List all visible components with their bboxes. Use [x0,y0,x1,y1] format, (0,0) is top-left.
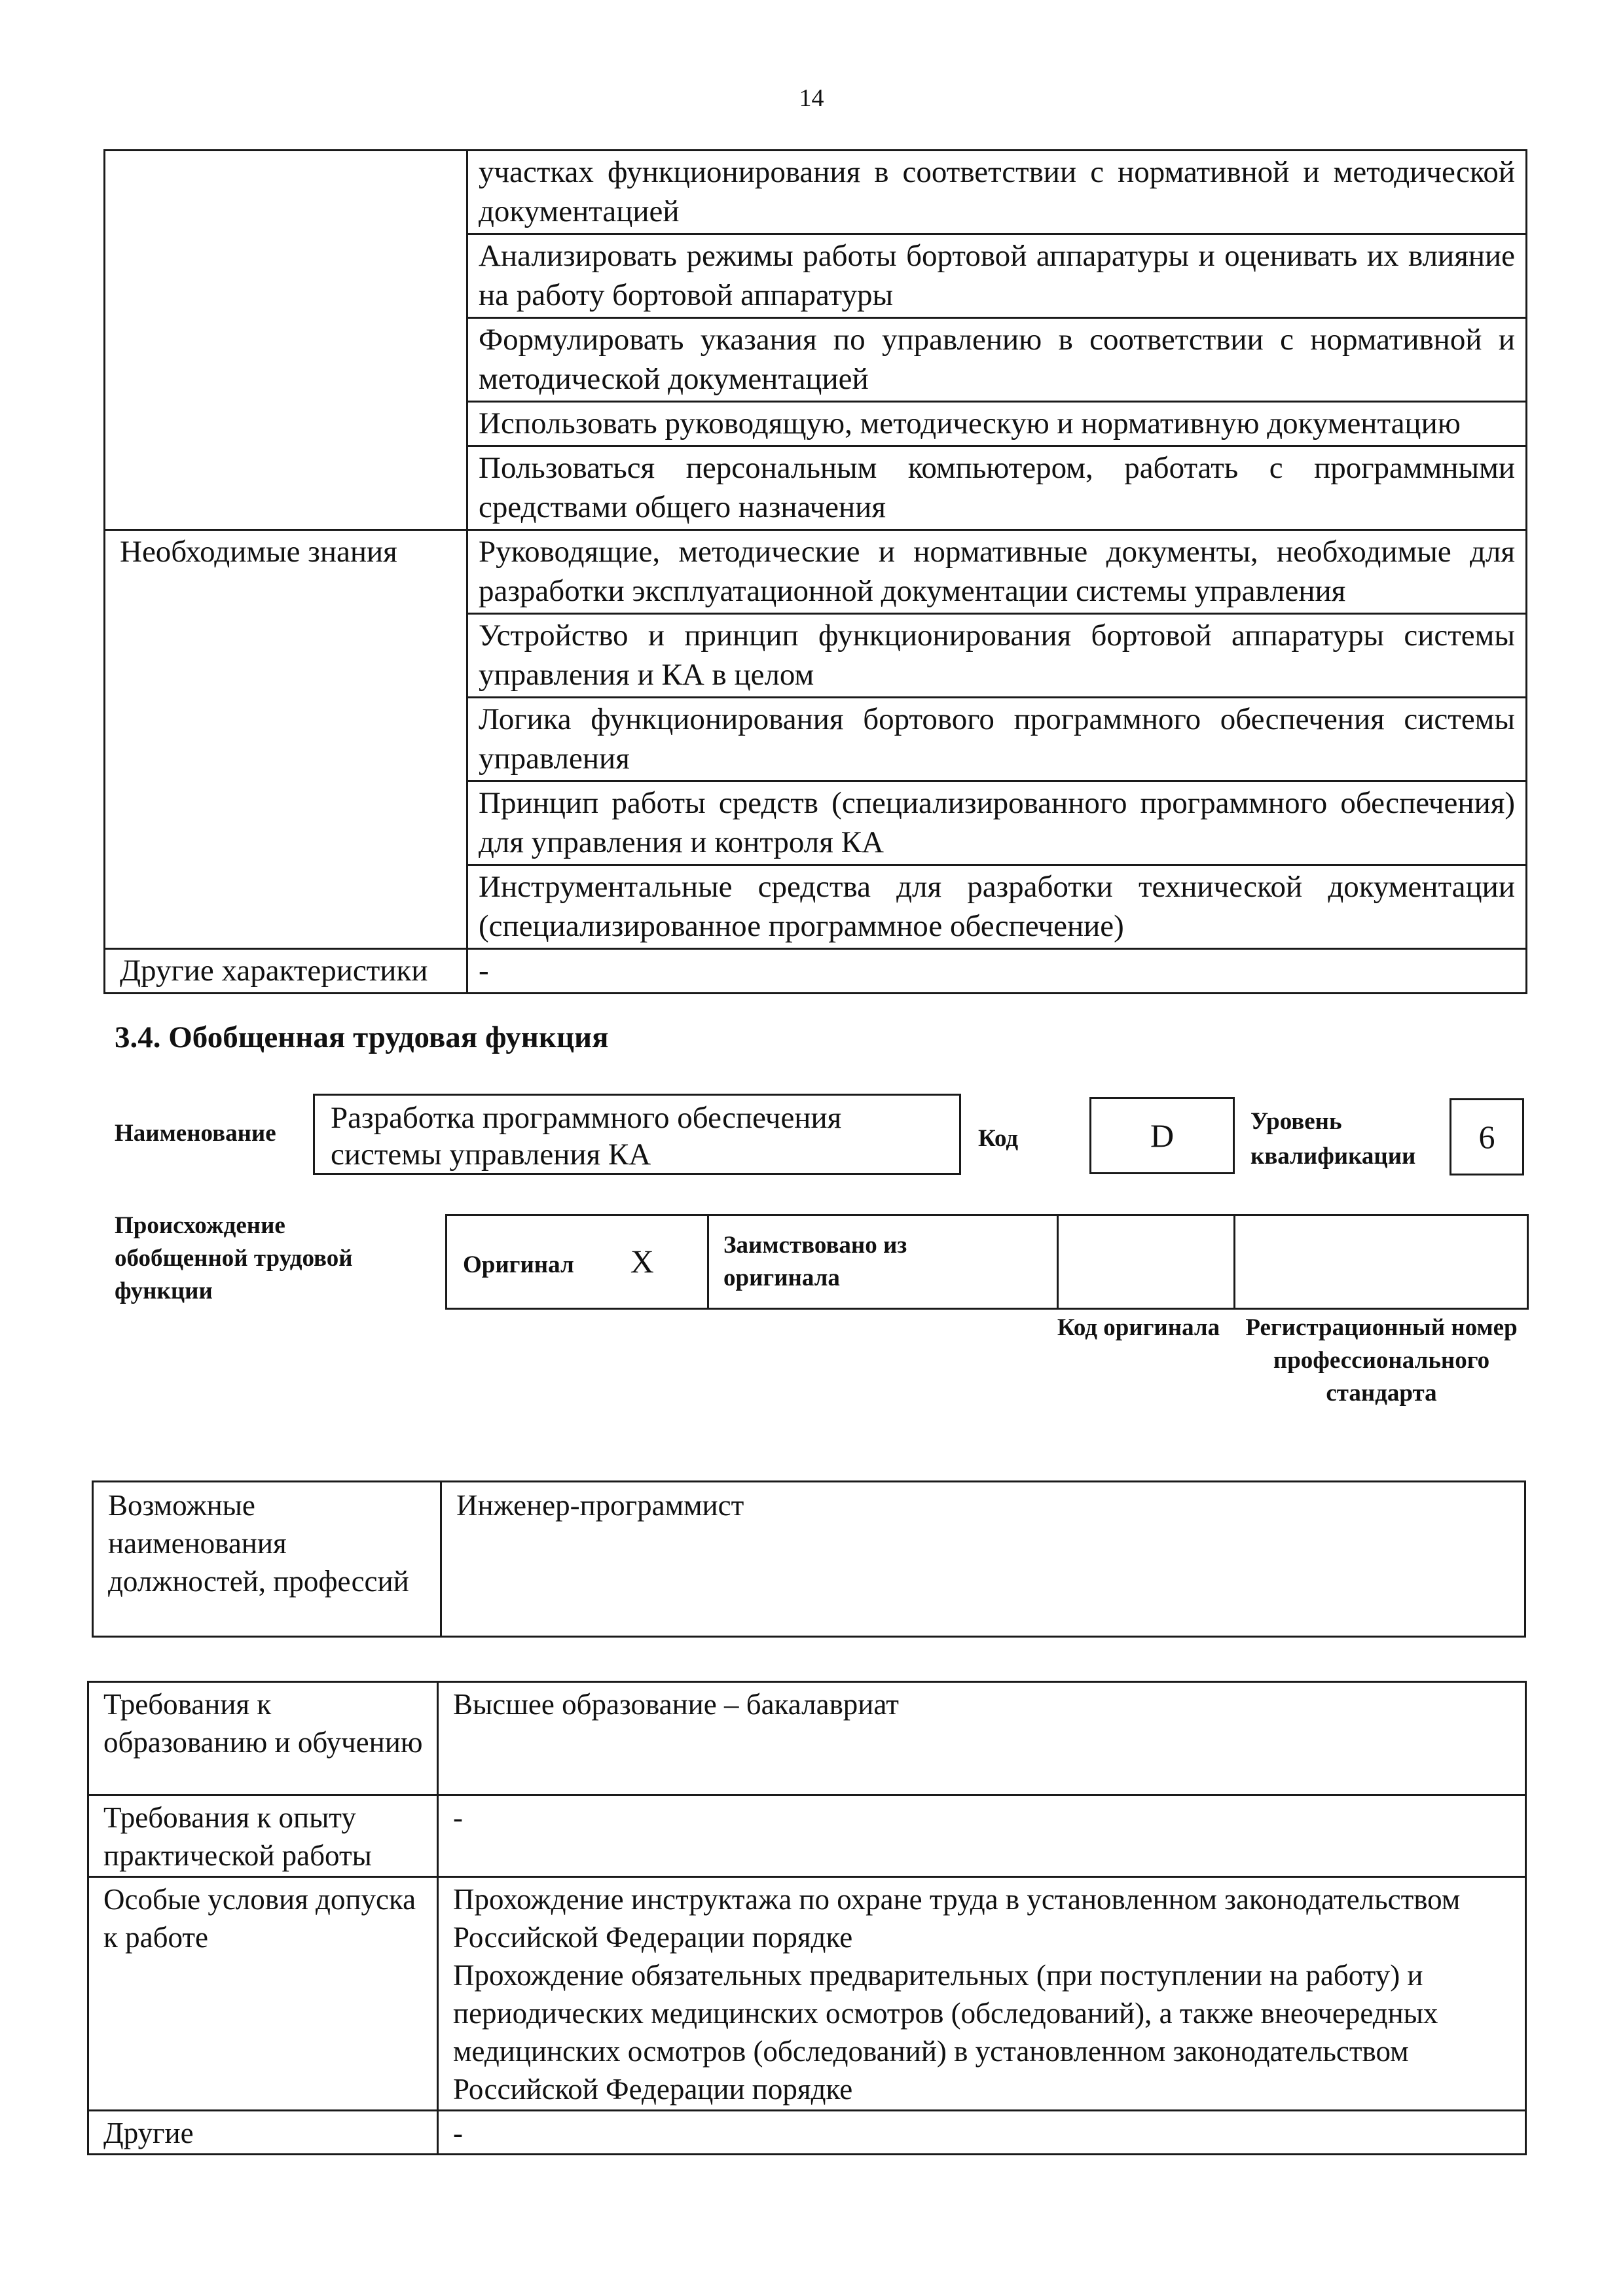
row-text: Пользоваться персональным компьютером, работать с программными средствами общего назначения [467,446,1527,530]
borrowed-cell [708,1215,1058,1309]
original-mark: X [630,1243,654,1280]
origin-label: Происхождение обобщенной трудовой функции [115,1212,353,1304]
requirement-value: - [438,1795,1526,1877]
level-label: Уровень квалификации [1250,1108,1416,1170]
row-text: Устройство и принцип функционирования бортовой аппаратуры системы управления и КА в целом [467,614,1527,698]
table-row [88,1682,1526,1795]
section-heading: 3.4. Обобщенная трудовая функция [115,1020,609,1054]
row-text: Анализировать режимы работы бортовой аппаратуры и оценивать их влияние на работу бортовой аппаратуры [467,234,1527,318]
original-label: Оригинал [463,1251,574,1278]
table-row [88,2111,1526,2155]
table-row [105,949,1527,994]
level-value-box: 6 [1450,1098,1524,1175]
row-text: Использовать руководящую, методическую и нормативную документацию [467,402,1527,446]
requirement-value: Высшее образование – бакалавриат [438,1682,1526,1795]
origin-table [445,1214,1529,1310]
row-label: Необходимые знания [105,530,467,949]
code-value-box: D [1089,1097,1235,1174]
skills-knowledge-table [103,149,1527,994]
row-text: Логика функционирования бортового программного обеспечения системы управления [467,698,1527,781]
positions-table [92,1480,1526,1638]
borrowed-label: Заимствовано из оригинала [723,1232,907,1291]
requirement-label: Требования к опыту практической работы [88,1795,438,1877]
name-label: Наименование [115,1120,276,1147]
row-text: Формулировать указания по управлению в соответствии с нормативной и методической документацией [467,318,1527,402]
function-name-box: Разработка программного обеспечения системы управления КА [313,1094,961,1175]
row-text: Инструментальные средства для разработки технической документации (специализированное программное обеспечение) [467,865,1527,949]
table-row [105,530,1527,614]
requirement-label: Требования к образованию и обучению [88,1682,438,1795]
row-label: Другие характеристики [105,949,467,994]
requirement-value: - [438,2111,1526,2155]
registration-caption: Регистрационный номер профессионального стандарта [1245,1314,1518,1407]
row-text: участках функционирования в соответствии с нормативной и методической документацией [467,151,1527,234]
table-row [88,1795,1526,1877]
row-text: - [467,949,1527,994]
original-code-cell [1058,1215,1235,1309]
requirement-value: Прохождение инструктажа по охране труда в установленном законодательством Российской Федерации порядке Прохождение обязательных предварительных (при поступлении на работу) и периодических медицинских осмотров (обследований), а также внеочередных медицинских осмотров (обследований) в установленном законодательством Российской Федерации порядке [438,1877,1526,2111]
page-number: 14 [799,84,824,112]
code-caption: Код оригинала [1057,1314,1220,1341]
row-label [105,151,467,530]
original-cell [447,1215,708,1309]
table-row [105,151,1527,234]
registration-number-cell [1235,1215,1528,1309]
positions-label: Возможные наименования должностей, профессий [93,1482,441,1637]
table-row [93,1482,1525,1637]
table-row [447,1215,1528,1309]
requirement-label: Особые условия допуска к работе [88,1877,438,2111]
requirement-label: Другие [88,2111,438,2155]
row-text: Принцип работы средств (специализированного программного обеспечения) для управления и контроля КА [467,781,1527,865]
requirements-table [87,1681,1527,2155]
code-label: Код [978,1125,1019,1152]
row-text: Руководящие, методические и нормативные документы, необходимые для разработки эксплуатационной документации системы управления [467,530,1527,614]
positions-value: Инженер-программист [441,1482,1525,1637]
table-row [88,1877,1526,2111]
